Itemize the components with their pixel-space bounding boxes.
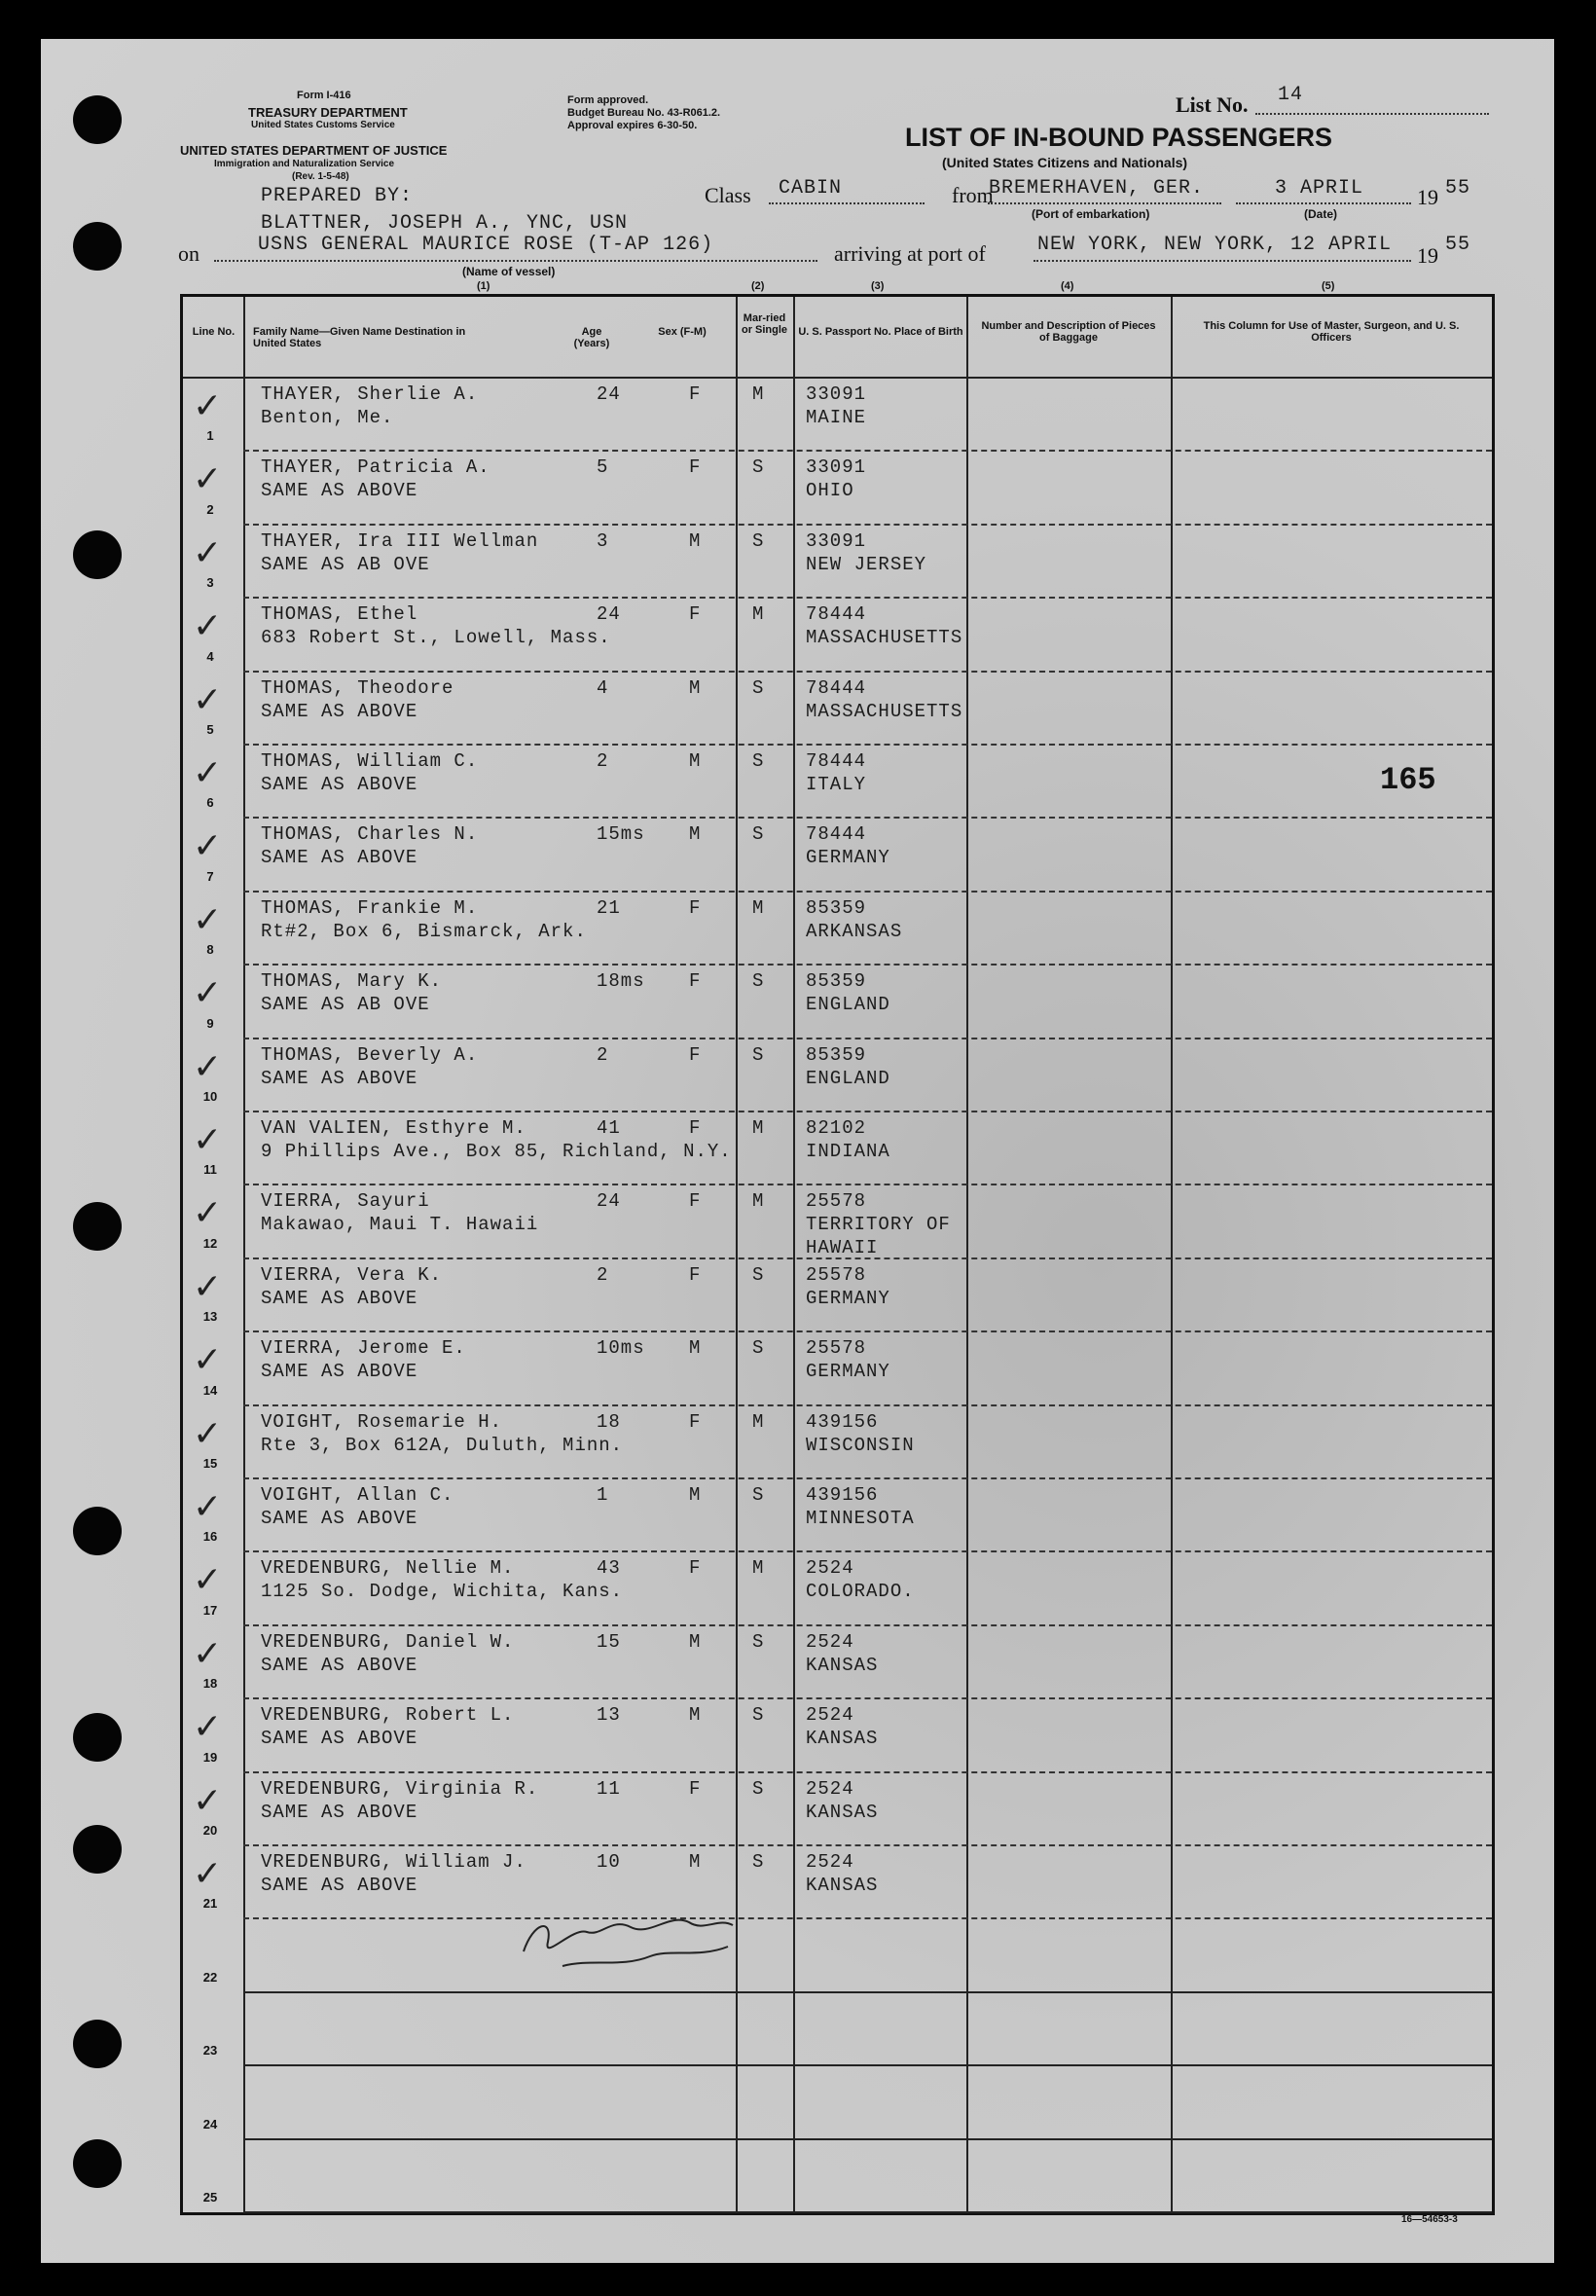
passport-number: 25578 (806, 1190, 867, 1213)
check-mark: ✓ (193, 1560, 223, 1601)
line-number: 14 (202, 1382, 218, 1398)
passport-number: 25578 (806, 1263, 867, 1286)
line-number: 12 (202, 1235, 218, 1251)
table-row (183, 1991, 1492, 2064)
sex: M (689, 1704, 702, 1727)
age: 18 (597, 1410, 621, 1433)
sex: M (689, 676, 702, 699)
destination: SAME AS AB OVE (261, 553, 430, 575)
age: 1 (597, 1484, 609, 1506)
sex: M (689, 1851, 702, 1873)
place-of-birth: TERRITORY OF HAWAII (806, 1214, 951, 1259)
col-header-baggage: Number and Description of Pieces of Baggage (981, 320, 1156, 344)
passport-number: 85359 (806, 896, 867, 919)
line-number: 8 (206, 942, 214, 958)
arrival-port: NEW YORK, NEW YORK, 12 APRIL (1037, 234, 1393, 256)
place-of-birth: MAINE (806, 407, 867, 428)
place-of-birth: INDIANA (806, 1141, 890, 1162)
line-number: 16 (202, 1529, 218, 1545)
passenger-name: VIERRA, Vera K. (261, 1263, 443, 1286)
passenger-name: VOIGHT, Rosemarie H. (261, 1410, 503, 1433)
destination: SAME AS ABOVE (261, 1067, 418, 1089)
table-row (183, 1771, 1492, 1844)
form-number: Form I-416 (297, 90, 351, 101)
check-mark: ✓ (193, 899, 223, 940)
line-number: 21 (202, 1896, 218, 1912)
sex: F (689, 1410, 702, 1433)
place-of-birth: KANSAS (806, 1728, 879, 1750)
table-row (183, 377, 1492, 450)
sex: F (689, 1043, 702, 1066)
marital-status: S (752, 1704, 765, 1727)
marital-status: M (752, 1410, 765, 1433)
place-of-birth: GERMANY (806, 1361, 890, 1383)
line-number: 4 (206, 648, 214, 664)
passenger-name: THOMAS, Mary K. (261, 970, 443, 993)
destination: SAME AS ABOVE (261, 1508, 418, 1529)
passenger-name: VAN VALIEN, Esthyre M. (261, 1117, 526, 1139)
passenger-name: VIERRA, Sayuri (261, 1190, 430, 1213)
check-mark: ✓ (193, 1707, 223, 1748)
sex: F (689, 1117, 702, 1139)
passport-number: 33091 (806, 383, 867, 405)
table-row (183, 671, 1492, 744)
check-mark: ✓ (193, 1854, 223, 1894)
place-of-birth: KANSAS (806, 1801, 879, 1823)
place-of-birth: WISCONSIN (806, 1434, 915, 1456)
line-number: 1 (206, 428, 214, 444)
line-number: 18 (202, 1676, 218, 1692)
age: 2 (597, 1263, 609, 1286)
age: 24 (597, 603, 621, 626)
col-num-5: (5) (1322, 280, 1335, 292)
passenger-name: VIERRA, Jerome E. (261, 1337, 466, 1360)
col-num-2: (2) (751, 280, 765, 292)
destination: SAME AS ABOVE (261, 1654, 418, 1676)
marital-status: S (752, 823, 765, 846)
sex: M (689, 1484, 702, 1506)
col-num-1: (1) (477, 280, 490, 292)
sex: F (689, 970, 702, 993)
place-of-birth: ARKANSAS (806, 920, 903, 942)
list-no-label: List No. (1176, 92, 1249, 117)
embark-date: 3 APRIL (1275, 177, 1364, 200)
marital-status: S (752, 970, 765, 993)
officer-annotation: 165 (1380, 762, 1436, 798)
line-number: 15 (202, 1455, 218, 1471)
punch-hole (73, 1507, 122, 1555)
line-number: 11 (203, 1162, 217, 1178)
col-header-passport: U. S. Passport No. Place of Birth (798, 326, 963, 338)
age: 24 (597, 1190, 621, 1213)
passenger-name: VOIGHT, Allan C. (261, 1484, 454, 1506)
arrival-year: 55 (1445, 234, 1471, 256)
sex: M (689, 750, 702, 772)
line-number: 13 (202, 1309, 218, 1325)
destination: 683 Robert St., Lowell, Mass. (261, 627, 611, 649)
marital-status: M (752, 603, 765, 626)
passenger-name: VREDENBURG, Robert L. (261, 1704, 515, 1727)
passport-number: 2524 (806, 1704, 854, 1727)
age: 10ms (597, 1337, 645, 1360)
passport-number: 78444 (806, 603, 867, 626)
table-row (183, 1624, 1492, 1697)
passport-number: 2524 (806, 1630, 854, 1653)
destination: Rt#2, Box 6, Bismarck, Ark. (261, 920, 587, 942)
age: 2 (597, 1043, 609, 1066)
class-value: CABIN (779, 177, 843, 200)
passport-number: 439156 (806, 1410, 879, 1433)
table-row (183, 744, 1492, 817)
check-mark: ✓ (193, 679, 223, 720)
table-row (183, 1477, 1492, 1550)
marital-status: M (752, 1117, 765, 1139)
check-mark: ✓ (193, 459, 223, 500)
col-header-age: Age (Years) (573, 326, 610, 349)
col-num-4: (4) (1061, 280, 1074, 292)
line-number: 10 (202, 1088, 218, 1104)
age: 15 (597, 1630, 621, 1653)
check-mark: ✓ (193, 1780, 223, 1821)
place-of-birth: GERMANY (806, 1287, 890, 1309)
check-mark: ✓ (193, 973, 223, 1014)
sex: M (689, 1337, 702, 1360)
line-number: 25 (202, 2189, 218, 2205)
age: 4 (597, 676, 609, 699)
marital-status: M (752, 1557, 765, 1580)
punch-hole (73, 1825, 122, 1874)
from-label: from (952, 183, 994, 207)
check-mark: ✓ (193, 606, 223, 647)
check-mark: ✓ (193, 1633, 223, 1674)
justice-label: UNITED STATES DEPARTMENT OF JUSTICE (180, 143, 448, 158)
line-number: 3 (206, 575, 214, 591)
line-number: 19 (202, 1749, 218, 1765)
handwritten-signature (514, 1898, 786, 1981)
sex: F (689, 1557, 702, 1580)
table-row (183, 1404, 1492, 1477)
passenger-name: THOMAS, William C. (261, 750, 479, 772)
age: 11 (597, 1777, 621, 1800)
passenger-name: THOMAS, Theodore (261, 676, 454, 699)
table-row (183, 450, 1492, 523)
check-mark: ✓ (193, 826, 223, 867)
page-title: LIST OF IN-BOUND PASSENGERS (905, 123, 1333, 152)
passport-number: 82102 (806, 1117, 867, 1139)
vessel-name: USNS GENERAL MAURICE ROSE (T-AP 126) (258, 234, 714, 256)
sex: F (689, 1777, 702, 1800)
marital-status: S (752, 750, 765, 772)
preparer-name: BLATTNER, JOSEPH A., YNC, USN (261, 212, 629, 235)
on-label: on (178, 241, 200, 266)
marital-status: S (752, 1777, 765, 1800)
destination: SAME AS ABOVE (261, 1801, 418, 1823)
age: 41 (597, 1117, 621, 1139)
destination: SAME AS ABOVE (261, 1728, 418, 1750)
check-mark: ✓ (193, 1413, 223, 1454)
sex: F (689, 383, 702, 405)
table-row (183, 1184, 1492, 1257)
col-header-married: Mar-ried or Single (741, 312, 788, 336)
col-header-line-no: Line No. (192, 326, 236, 338)
table-row (183, 964, 1492, 1037)
destination: SAME AS ABOVE (261, 1287, 418, 1309)
embark-caption: (Port of embarkation) (1032, 207, 1150, 221)
destination: Makawao, Maui T. Hawaii (261, 1214, 539, 1236)
marital-status: S (752, 1484, 765, 1506)
check-mark: ✓ (193, 753, 223, 793)
footer-code: 16—54653-3 (1401, 2214, 1458, 2225)
age: 2 (597, 750, 609, 772)
age: 5 (597, 456, 609, 479)
year-prefix: 19 (1417, 185, 1438, 209)
arriving-label: arriving at port of (834, 241, 986, 266)
embark-year: 55 (1445, 177, 1471, 200)
marital-status: S (752, 1263, 765, 1286)
col-header-sex: Sex (F-M) (658, 326, 707, 338)
table-row (183, 597, 1492, 670)
age: 21 (597, 896, 621, 919)
passport-number: 2524 (806, 1777, 854, 1800)
sex: F (689, 1263, 702, 1286)
destination: SAME AS ABOVE (261, 1875, 418, 1896)
passenger-name: VREDENBURG, William J. (261, 1851, 526, 1873)
marital-status: M (752, 896, 765, 919)
marital-status: S (752, 1337, 765, 1360)
line-number: 9 (206, 1015, 214, 1031)
place-of-birth: MINNESOTA (806, 1508, 915, 1529)
prepared-by-label: PREPARED BY: (261, 185, 414, 207)
passenger-name: VREDENBURG, Nellie M. (261, 1557, 515, 1580)
approval-expires: Approval expires 6-30-50. (567, 120, 698, 131)
table-row (183, 2064, 1492, 2137)
punch-hole (73, 2139, 122, 2188)
punch-hole (73, 95, 122, 144)
place-of-birth: OHIO (806, 480, 854, 502)
passport-number: 2524 (806, 1557, 854, 1580)
passenger-name: THOMAS, Charles N. (261, 823, 479, 846)
destination: SAME AS AB OVE (261, 994, 430, 1016)
marital-status: S (752, 529, 765, 552)
col-header-name: Family Name—Given Name Destination in United States (253, 326, 466, 349)
table-row (183, 1550, 1492, 1623)
age: 13 (597, 1704, 621, 1727)
passport-number: 33091 (806, 456, 867, 479)
col-header-officers: This Column for Use of Master, Surgeon, and U. S. Officers (1203, 320, 1460, 344)
sex: F (689, 456, 702, 479)
place-of-birth: ENGLAND (806, 1067, 890, 1089)
table-row (183, 1844, 1492, 1917)
passenger-name: THOMAS, Ethel (261, 603, 418, 626)
table-row (183, 1038, 1492, 1111)
check-mark: ✓ (193, 1046, 223, 1087)
punch-hole (73, 530, 122, 579)
passport-number: 25578 (806, 1337, 867, 1360)
sex: M (689, 823, 702, 846)
check-mark: ✓ (193, 1266, 223, 1307)
page-subtitle: (United States Citizens and Nationals) (942, 155, 1188, 170)
place-of-birth: ITALY (806, 774, 867, 795)
customs-label: United States Customs Service (251, 120, 395, 130)
destination: SAME AS ABOVE (261, 480, 418, 502)
ins-label: Immigration and Naturalization Service (214, 159, 395, 169)
budget-bureau: Budget Bureau No. 43-R061.2. (567, 107, 721, 119)
table-row (183, 1697, 1492, 1770)
sex: M (689, 1630, 702, 1653)
table-row (183, 1257, 1492, 1330)
check-mark: ✓ (193, 532, 223, 573)
place-of-birth: KANSAS (806, 1875, 879, 1896)
destination: SAME AS ABOVE (261, 700, 418, 722)
destination: Benton, Me. (261, 407, 394, 428)
line-number: 7 (206, 868, 214, 884)
line-number: 2 (206, 501, 214, 517)
age: 43 (597, 1557, 621, 1580)
passport-number: 78444 (806, 750, 867, 772)
place-of-birth: COLORADO. (806, 1581, 915, 1603)
table-row (183, 1111, 1492, 1184)
check-mark: ✓ (193, 1340, 223, 1381)
marital-status: S (752, 1630, 765, 1653)
line-number: 17 (202, 1602, 218, 1618)
form-approved: Form approved. (567, 94, 649, 106)
check-mark: ✓ (193, 1120, 223, 1160)
line-number: 5 (206, 721, 214, 737)
marital-status: M (752, 1190, 765, 1213)
passport-number: 85359 (806, 970, 867, 993)
punch-hole (73, 222, 122, 271)
line-number: 24 (202, 2116, 218, 2132)
destination: 9 Phillips Ave., Box 85, Richland, N.Y. (261, 1141, 732, 1162)
age: 15ms (597, 823, 645, 846)
passport-number: 78444 (806, 676, 867, 699)
destination: 1125 So. Dodge, Wichita, Kans. (261, 1581, 624, 1603)
place-of-birth: MASSACHUSETTS (806, 700, 963, 722)
passenger-name: THOMAS, Beverly A. (261, 1043, 479, 1066)
treasury-label: TREASURY DEPARTMENT (248, 105, 408, 120)
table-row (183, 891, 1492, 964)
punch-hole (73, 1202, 122, 1251)
passenger-name: VREDENBURG, Daniel W. (261, 1630, 515, 1653)
passenger-name: THAYER, Sherlie A. (261, 383, 479, 405)
sex: F (689, 896, 702, 919)
embark-port: BREMERHAVEN, GER. (989, 177, 1205, 200)
marital-status: S (752, 1851, 765, 1873)
table-row (183, 524, 1492, 597)
punch-hole (73, 2020, 122, 2068)
line-number: 20 (202, 1822, 218, 1838)
age: 10 (597, 1851, 621, 1873)
col-num-3: (3) (871, 280, 885, 292)
passport-number: 439156 (806, 1484, 879, 1506)
place-of-birth: KANSAS (806, 1654, 879, 1676)
check-mark: ✓ (193, 386, 223, 426)
destination: SAME AS ABOVE (261, 847, 418, 869)
check-mark: ✓ (193, 1487, 223, 1527)
passport-number: 2524 (806, 1851, 854, 1873)
place-of-birth: ENGLAND (806, 994, 890, 1016)
place-of-birth: GERMANY (806, 847, 890, 869)
table-row (183, 1330, 1492, 1403)
sex: F (689, 603, 702, 626)
passport-number: 85359 (806, 1043, 867, 1066)
passenger-name: THAYER, Ira III Wellman (261, 529, 539, 552)
destination: SAME AS ABOVE (261, 774, 418, 795)
table-row (183, 2138, 1492, 2211)
year-prefix: 19 (1417, 243, 1438, 268)
marital-status: M (752, 383, 765, 405)
age: 18ms (597, 970, 645, 993)
table-row (183, 1917, 1492, 1990)
place-of-birth: NEW JERSEY (806, 553, 927, 575)
marital-status: S (752, 1043, 765, 1066)
sex: F (689, 1190, 702, 1213)
sex: M (689, 529, 702, 552)
table-row (183, 817, 1492, 890)
passenger-name: VREDENBURG, Virginia R. (261, 1777, 539, 1800)
destination: SAME AS ABOVE (261, 1361, 418, 1383)
punch-hole (73, 1713, 122, 1762)
list-no-value: 14 (1278, 84, 1304, 106)
check-mark: ✓ (193, 1193, 223, 1234)
line-number: 23 (202, 2043, 218, 2059)
line-number: 6 (206, 795, 214, 811)
revision: (Rev. 1-5-48) (292, 171, 349, 182)
age: 3 (597, 529, 609, 552)
vessel-caption: (Name of vessel) (462, 265, 556, 278)
class-label: Class (705, 183, 751, 207)
place-of-birth: MASSACHUSETTS (806, 627, 963, 649)
age: 24 (597, 383, 621, 405)
passport-number: 78444 (806, 823, 867, 846)
passenger-table (180, 294, 1495, 2215)
line-number: 22 (202, 1969, 218, 1985)
passenger-name: THOMAS, Frankie M. (261, 896, 479, 919)
date-caption: (Date) (1304, 207, 1338, 221)
marital-status: S (752, 676, 765, 699)
passenger-name: THAYER, Patricia A. (261, 456, 490, 479)
passport-number: 33091 (806, 529, 867, 552)
destination: Rte 3, Box 612A, Duluth, Minn. (261, 1434, 624, 1456)
marital-status: S (752, 456, 765, 479)
